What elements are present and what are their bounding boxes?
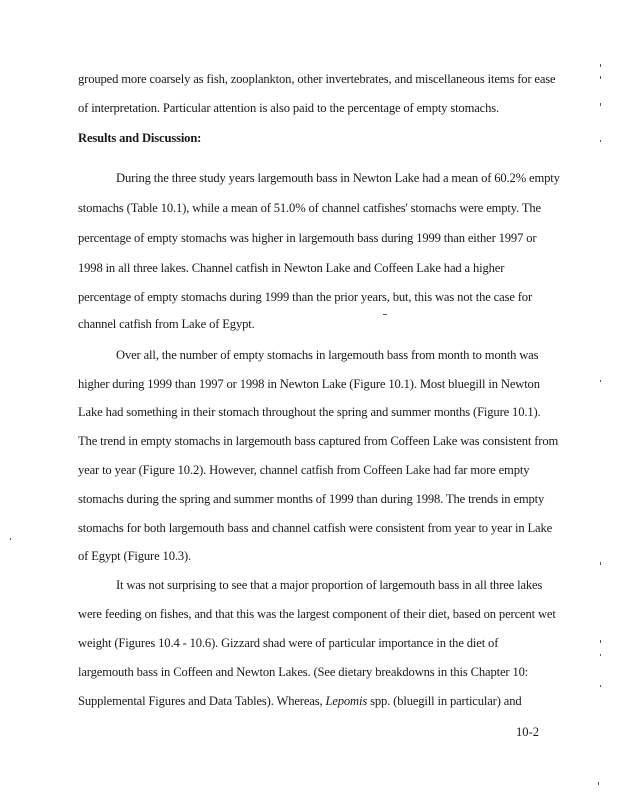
text-segment: Supplemental Figures and Data Tables). Whereas, — [78, 694, 323, 708]
text-line: 1998 in all three lakes. Channel catfish in Newton Lake and Coffeen Lake had a higher — [78, 261, 505, 275]
text-line: Over all, the number of empty stomachs in largemouth bass from month to month was — [116, 348, 539, 362]
scan-speck — [10, 538, 11, 540]
scan-speck — [600, 380, 601, 382]
text-line: grouped more coarsely as fish, zooplankton, other invertebrates, and miscellaneous items for ease — [78, 72, 556, 86]
italic-genus: Lepomis — [325, 694, 368, 708]
text-line: higher during 1999 than 1997 or 1998 in Newton Lake (Figure 10.1). Most bluegill in Newton — [78, 377, 540, 391]
text-line: largemouth bass in Coffeen and Newton Lakes. (See dietary breakdowns in this Chapter 10: — [78, 665, 529, 679]
scan-speck — [600, 140, 601, 142]
text-line: stomachs during the spring and summer months of 1999 than during 1998. The trends in empty — [78, 492, 545, 506]
text-line: of Egypt (Figure 10.3). — [78, 549, 192, 563]
scan-speck — [600, 562, 601, 565]
text-line: stomachs for both largemouth bass and channel catfish were consistent from year to year in Lake — [78, 521, 553, 535]
scan-speck — [600, 64, 601, 67]
text-line: stomachs (Table 10.1), while a mean of 51.0% of channel catfishes' stomachs were empty. The — [78, 201, 541, 215]
text-line: channel catfish from Lake of Egypt. — [78, 317, 255, 331]
text-line: It was not surprising to see that a major proportion of largemouth bass in all three lakes — [116, 578, 543, 592]
page-number: 10-2 — [516, 725, 540, 739]
text-line: were feeding on fishes, and that this was the largest component of their diet, based on percent wet — [78, 607, 556, 621]
scan-speck — [600, 640, 601, 643]
scan-speck — [600, 103, 601, 106]
text-line: During the three study years largemouth bass in Newton Lake had a mean of 60.2% empty — [116, 171, 560, 185]
text-line: percentage of empty stomachs was higher in largemouth bass during 1999 than either 1997 or — [78, 231, 537, 245]
text-line: weight (Figures 10.4 - 10.6). Gizzard shad were of particular importance in the diet of — [78, 636, 499, 650]
text-line-with-italic — [78, 694, 522, 708]
text-line: year to year (Figure 10.2). However, channel catfish from Coffeen Lake had far more empty — [78, 463, 530, 477]
section-heading: Results and Discussion: — [78, 131, 202, 145]
text-line: The trend in empty stomachs in largemouth bass captured from Coffeen Lake was consistent from — [78, 434, 559, 448]
scan-speck — [600, 654, 601, 656]
text-line: percentage of empty stomachs during 1999 than the prior years, but, this was not the case for — [78, 290, 532, 304]
scan-speck — [383, 314, 387, 315]
scan-speck — [600, 685, 601, 687]
text-segment: spp. (bluegill in particular) and — [370, 694, 522, 708]
text-line: Lake had something in their stomach throughout the spring and summer months (Figure 10.1). — [78, 405, 541, 419]
scan-speck — [598, 782, 599, 785]
scan-speck — [600, 76, 601, 79]
text-line: of interpretation. Particular attention is also paid to the percentage of empty stomachs. — [78, 101, 499, 115]
